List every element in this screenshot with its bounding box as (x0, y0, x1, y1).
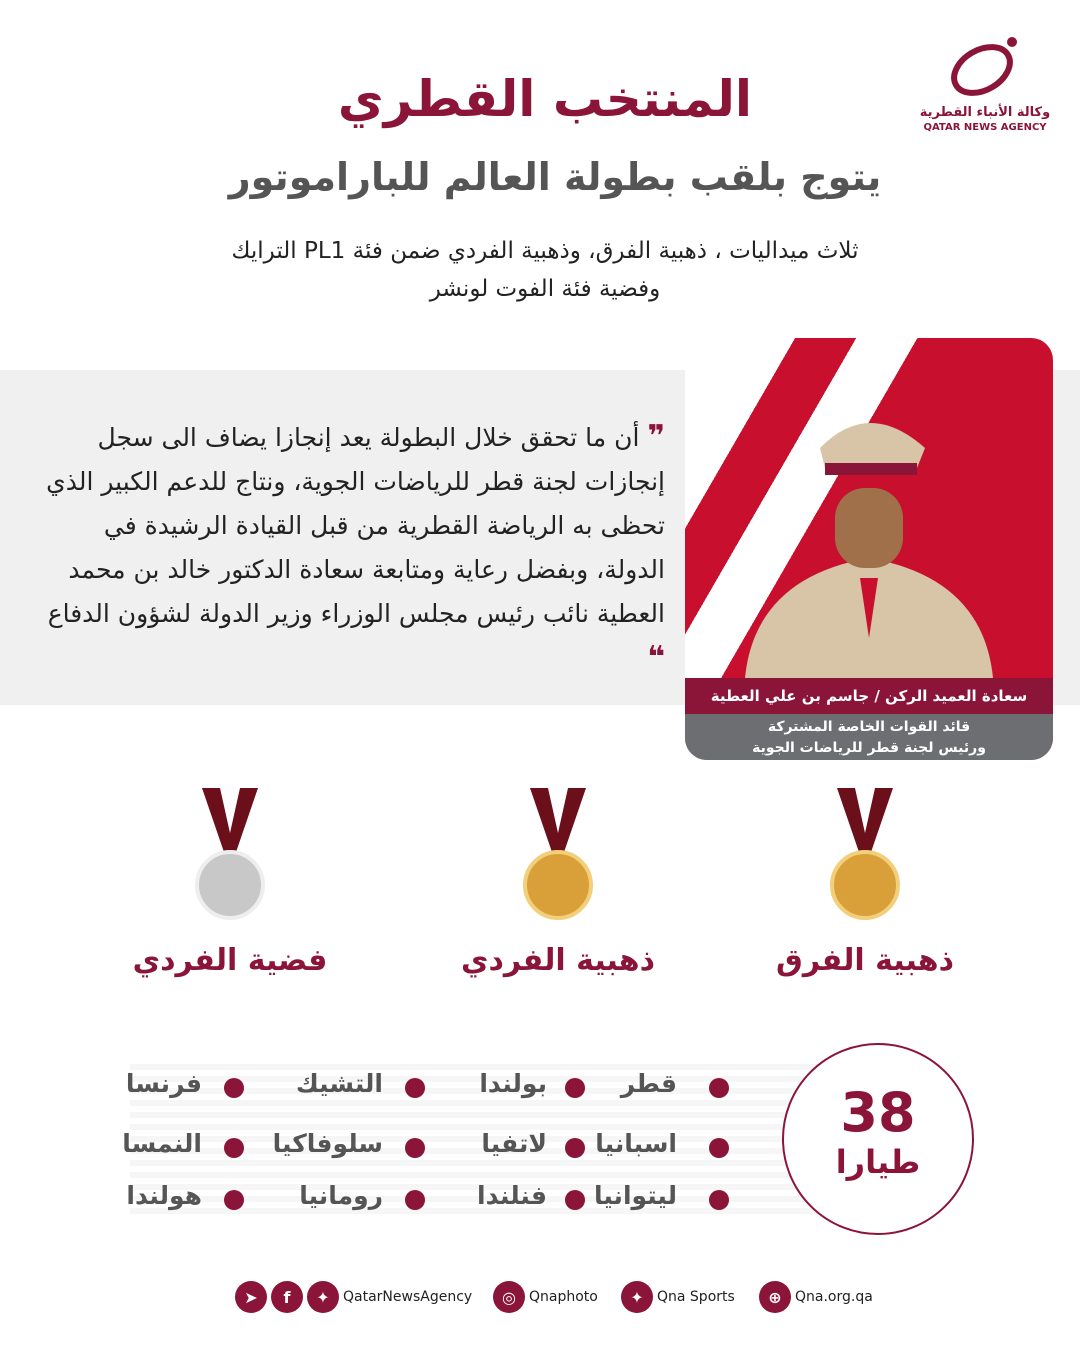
person-card (685, 338, 1053, 760)
qna-logo (915, 30, 1055, 133)
bullet-icon (224, 1078, 244, 1098)
person-role-2: ورئيس لجنة قطر للرياضات الجوية (752, 740, 986, 756)
bullet-icon (405, 1190, 425, 1210)
country-item: اسبانيا (595, 1129, 677, 1158)
medal-label: فضية الفردي (132, 943, 328, 978)
country-item: بولندا (479, 1069, 547, 1098)
medal-individual-gold (458, 788, 658, 978)
person-role-1: قائد القوات الخاصة المشتركة (767, 719, 971, 735)
intro-text (150, 232, 940, 308)
pilots-unit: طيارا (835, 1143, 921, 1181)
pilots-count-badge (782, 1043, 974, 1235)
country-item: فرنسا (125, 1069, 202, 1098)
medal-individual-silver (130, 788, 330, 978)
medal-team-gold (765, 788, 965, 978)
country-item: سلوفاكيا (272, 1129, 383, 1158)
bullet-icon (405, 1138, 425, 1158)
qna-logo-icon (940, 30, 1030, 105)
person-photo (685, 338, 1053, 678)
bullet-icon (224, 1190, 244, 1210)
bullet-icon (709, 1138, 729, 1158)
social-qnasports[interactable] (621, 1281, 735, 1313)
social-label[interactable]: QatarNewsAgency (343, 1289, 473, 1305)
bullet-icon (224, 1138, 244, 1158)
twitter-icon[interactable]: ✦ (621, 1281, 653, 1313)
open-quote-icon: ❞ (647, 419, 665, 454)
telegram-icon[interactable]: ➤ (235, 1281, 267, 1313)
country-item: فنلندا (477, 1181, 547, 1210)
bullet-icon (565, 1078, 585, 1098)
country-item: النمسا (122, 1129, 202, 1158)
facebook-icon[interactable]: f (271, 1281, 303, 1313)
quote-block (40, 415, 665, 681)
bullet-icon (405, 1078, 425, 1098)
social-qnaphoto[interactable] (493, 1281, 598, 1313)
country-item: قطر (620, 1069, 677, 1098)
page-subtitle: يتوج بلقب بطولة العالم للباراموتور (228, 155, 882, 199)
social-website[interactable] (759, 1281, 873, 1313)
gold-medal-icon (825, 788, 905, 923)
social-label[interactable]: Qnaphoto (529, 1289, 598, 1305)
bullet-icon (565, 1190, 585, 1210)
pilots-count: 38 (840, 1081, 916, 1144)
intro-line-1: ثلاث ميداليات ، ذهبية الفرق، وذهبية الفردي ضمن فئة PL1 الترايك (231, 238, 859, 264)
intro-line-2: وفضية فئة الفوت لونشر (429, 276, 661, 302)
globe-icon[interactable]: ⊕ (759, 1281, 791, 1313)
social-label[interactable]: Qna.org.qa (795, 1289, 873, 1305)
gold-medal-icon (518, 788, 598, 923)
silver-medal-icon (190, 788, 270, 923)
close-quote-icon: ❝ (647, 640, 665, 675)
logo-arabic: وكالة الأنباء القطرية (919, 105, 1051, 120)
twitter-icon[interactable]: ✦ (307, 1281, 339, 1313)
quote-text: أن ما تحقق خلال البطولة يعد إنجازا يضاف الى سجل إنجازات لجنة قطر للرياضات الجوية، ونتاج للدعم الكبير الذي تحظى به الرياضة القطرية من قبل القيادة الرشيدة في الدولة، وبفضل رعاية ومتابعة سعادة الدكتور خالد بن محمد العطية نائب رئيس مجلس الوزراء وزير الدولة لشؤون الدفاع (46, 423, 665, 628)
bullet-icon (709, 1078, 729, 1098)
logo-english: QATAR NEWS AGENCY (923, 122, 1047, 133)
country-item: التشيك (295, 1069, 383, 1098)
country-item: ليتوانيا (593, 1181, 677, 1210)
medal-label: ذهبية الفردي (460, 943, 656, 978)
instagram-icon[interactable]: ◎ (493, 1281, 525, 1313)
social-label[interactable]: Qna Sports (657, 1289, 735, 1305)
country-item: لاتفيا (481, 1129, 547, 1158)
country-item: رومانيا (299, 1181, 383, 1210)
bullet-icon (709, 1190, 729, 1210)
person-name: سعادة العميد الركن / جاسم بن علي العطية (685, 678, 1053, 714)
bullet-icon (565, 1138, 585, 1158)
medal-label: ذهبية الفرق (776, 943, 954, 978)
person-role (685, 714, 1053, 760)
social-qatarnewsagency[interactable] (235, 1281, 472, 1313)
country-item: هولندا (126, 1181, 202, 1210)
page-title: المنتخب القطري (337, 70, 753, 128)
